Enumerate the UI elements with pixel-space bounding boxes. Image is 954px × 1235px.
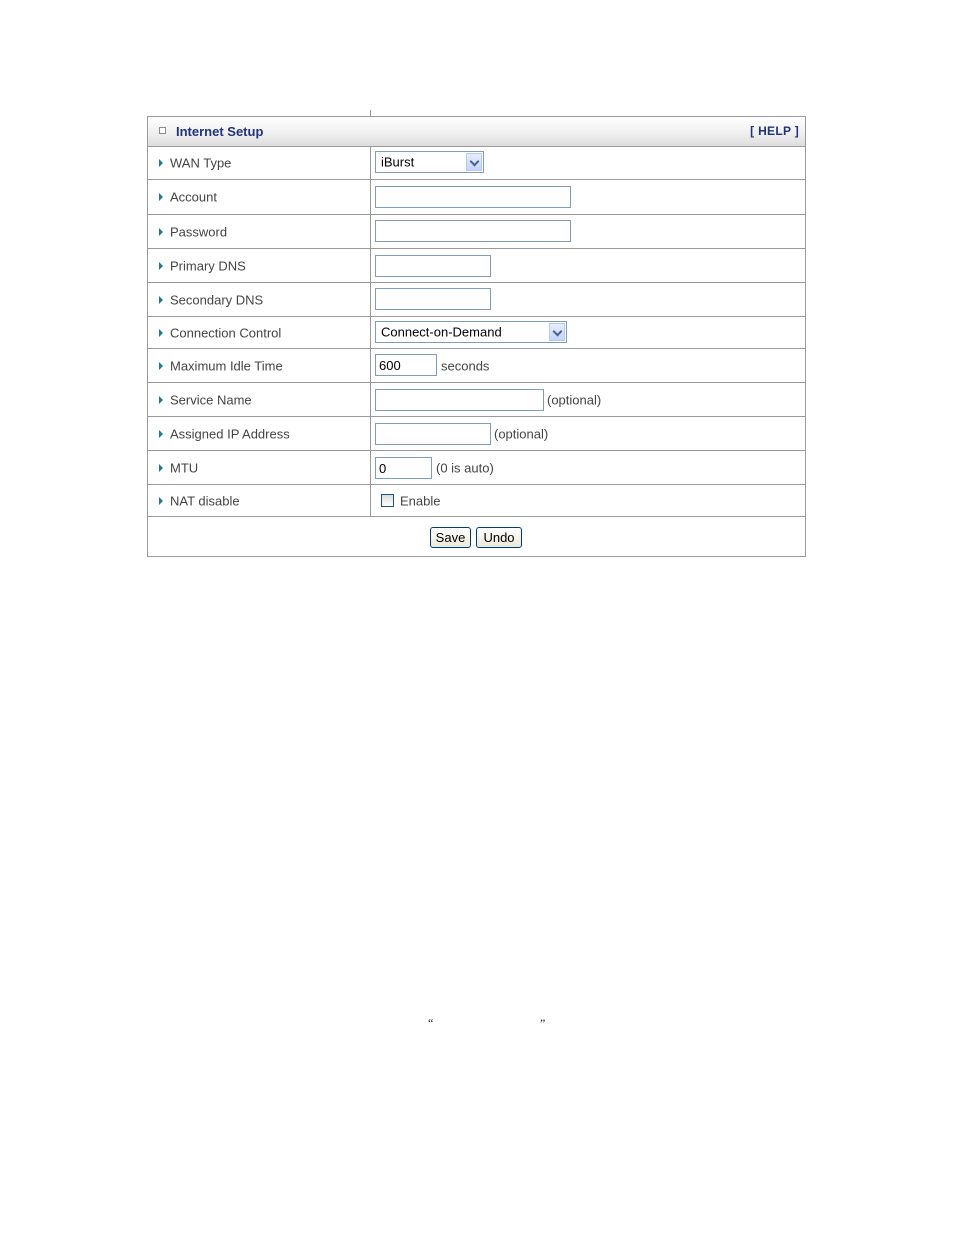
row-maximum-idle-time — [148, 349, 805, 383]
mtu-input[interactable] — [375, 457, 432, 479]
primary-dns-input[interactable] — [375, 255, 491, 277]
button-row — [148, 517, 805, 557]
service-name-input[interactable] — [375, 389, 544, 411]
panel-title: Internet Setup — [176, 124, 264, 139]
arrow-right-icon — [159, 464, 163, 472]
arrow-right-icon — [159, 193, 163, 201]
chevron-down-icon — [553, 327, 563, 337]
undo-button[interactable]: Undo — [476, 527, 522, 548]
panel-header — [148, 117, 805, 147]
password-label: Password — [170, 224, 228, 239]
row-service-name — [148, 383, 805, 417]
nat-disable-label: NAT disable — [170, 493, 240, 508]
square-bullet-icon — [159, 127, 166, 134]
nat-enable-label: Enable — [400, 493, 441, 508]
row-nat-disable — [148, 485, 805, 517]
arrow-right-icon — [159, 396, 163, 404]
open-quote-mark: “ — [428, 1016, 434, 1030]
save-button[interactable]: Save — [430, 527, 471, 548]
arrow-right-icon — [159, 296, 163, 304]
service-name-optional-hint: (optional) — [547, 392, 602, 407]
connection-control-label: Connection Control — [170, 325, 282, 340]
connection-control-select[interactable] — [375, 321, 567, 343]
wan-type-select[interactable] — [375, 151, 484, 173]
connection-control-selected-value: Connect-on-Demand — [381, 324, 502, 340]
account-input[interactable] — [375, 186, 571, 208]
dropdown-button[interactable] — [549, 323, 565, 341]
arrow-right-icon — [159, 228, 163, 236]
row-secondary-dns — [148, 283, 805, 317]
maximum-idle-time-label: Maximum Idle Time — [170, 358, 283, 373]
mtu-label: MTU — [170, 460, 199, 475]
arrow-right-icon — [159, 362, 163, 370]
row-connection-control — [148, 317, 805, 349]
arrow-right-icon — [159, 497, 163, 505]
internet-setup-panel — [147, 116, 806, 557]
primary-dns-label: Primary DNS — [170, 258, 246, 273]
nat-enable-checkbox[interactable] — [381, 494, 394, 507]
secondary-dns-input[interactable] — [375, 288, 491, 310]
arrow-right-icon — [159, 430, 163, 438]
chevron-down-icon — [470, 157, 480, 167]
row-account — [148, 180, 805, 215]
account-label: Account — [170, 189, 217, 205]
mtu-auto-hint: (0 is auto) — [436, 460, 494, 475]
service-name-label: Service Name — [170, 392, 252, 407]
assigned-ip-address-label: Assigned IP Address — [170, 426, 290, 441]
row-assigned-ip-address — [148, 417, 805, 451]
wan-type-selected-value: iBurst — [381, 154, 415, 170]
arrow-right-icon — [159, 262, 163, 270]
close-quote-mark: ” — [540, 1016, 546, 1030]
arrow-right-icon — [159, 159, 163, 167]
password-input[interactable] — [375, 220, 571, 242]
wan-type-label: WAN Type — [170, 155, 232, 171]
idle-time-unit: seconds — [441, 358, 490, 373]
assigned-ip-address-input[interactable] — [375, 423, 491, 445]
row-password — [148, 215, 805, 249]
row-mtu — [148, 451, 805, 485]
row-wan-type — [148, 147, 805, 180]
dropdown-button[interactable] — [466, 153, 482, 171]
secondary-dns-label: Secondary DNS — [170, 292, 264, 307]
arrow-right-icon — [159, 329, 163, 337]
assigned-ip-optional-hint: (optional) — [494, 426, 549, 441]
maximum-idle-time-input[interactable] — [375, 354, 437, 376]
row-primary-dns — [148, 249, 805, 283]
help-link[interactable]: [ HELP ] — [750, 124, 799, 138]
